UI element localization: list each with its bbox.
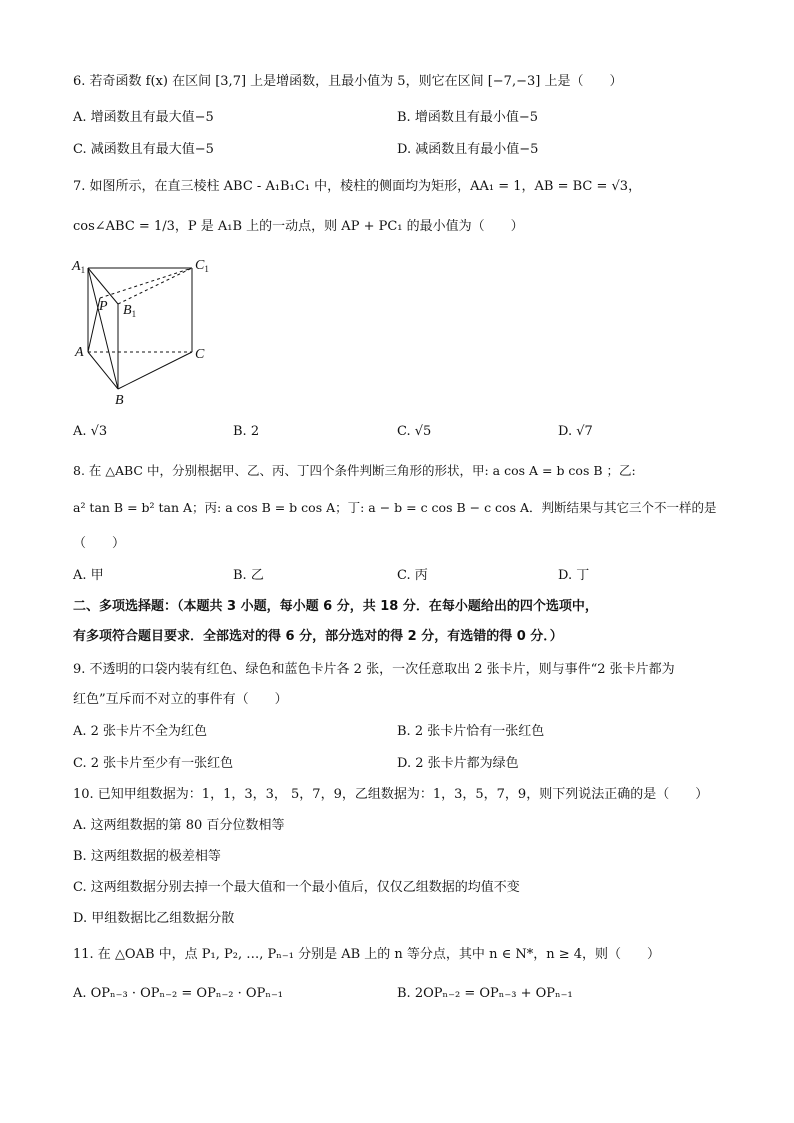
section2-heading-line1: 二、多项选择题：（本题共 3 小题，每小题 6 分，共 18 分．在每小题给出的四个选项中， (73, 599, 598, 614)
q7-option-c: C. √5 (397, 424, 432, 439)
q8-option-a: A. 甲 (73, 568, 104, 583)
q10-option-c: C. 这两组数据分别去掉一个最大值和一个最小值后，仅仅乙组数据的均值不变 (73, 880, 520, 895)
label-p: P (99, 299, 108, 314)
q7-stem-line1: 7. 如图所示，在直三棱柱 ABC - A₁B₁C₁ 中，棱柱的侧面均为矩形，AA₁ = 1，AB = BC = √3， (73, 179, 642, 194)
label-b1: $B_1$ (123, 303, 137, 319)
q8-stem-line1: 8. 在 △ABC 中，分别根据甲、乙、丙、丁四个条件判断三角形的形状，甲: a cos A = b cos B ；乙: (73, 463, 636, 478)
q8-option-b: B. 乙 (233, 568, 264, 583)
section2-heading-line2: 有多项符合题目要求．全部选对的得 6 分，部分选对的得 2 分，有选错的得 0 分．） (73, 629, 563, 644)
label-a1: $A_1$ (72, 259, 86, 275)
q9-stem-line2: 红色”互斥而不对立的事件有（ ） (73, 692, 288, 707)
q6-stem: 6. 若奇函数 f(x) 在区间 [3,7] 上是增函数，且最小值为 5，则它在区间 [−7,−3] 上是（ ） (73, 74, 623, 89)
q6-option-a: A. 增函数且有最大值−5 (73, 110, 214, 125)
q7-option-a: A. √3 (73, 424, 108, 439)
q11-option-b: B. 2OPₙ₋₂ = OPₙ₋₃ + OPₙ₋₁ (397, 986, 573, 1001)
prism-diagram (72, 256, 217, 408)
label-c1: $C_1$ (195, 258, 209, 274)
q6-option-b: B. 增函数且有最小值−5 (397, 110, 538, 125)
q10-option-d: D. 甲组数据比乙组数据分散 (73, 911, 235, 926)
q8-option-d: D. 丁 (558, 568, 590, 583)
q8-stem-line2: a² tan B = b² tan A；丙: a cos B = b cos A；丁: a − b = c cos B − c cos A．判断结果与其它三个不一样的是 (73, 500, 717, 515)
q9-option-c: C. 2 张卡片至少有一张红色 (73, 756, 234, 771)
q10-option-a: A. 这两组数据的第 80 百分位数相等 (73, 818, 285, 833)
edge-bc (118, 352, 192, 389)
q7-stem-line2: cos∠ABC = 1/3，P 是 A₁B 上的一动点，则 AP + PC₁ 的最小值为（ ） (73, 219, 524, 234)
q9-option-b: B. 2 张卡片恰有一张红色 (397, 724, 545, 739)
q11-stem: 11. 在 △OAB 中，点 P₁, P₂, …, Pₙ₋₁ 分别是 AB 上的 n 等分点，其中 n ∈ N*，n ≥ 4，则（ ） (73, 947, 660, 962)
q8-stem-line3: （ ） (73, 536, 126, 551)
q7-option-b: B. 2 (233, 424, 260, 439)
q7-option-d: D. √7 (558, 424, 593, 439)
label-b: B (115, 393, 124, 408)
q8-option-c: C. 丙 (397, 568, 428, 583)
q6-option-c: C. 减函数且有最大值−5 (73, 142, 214, 157)
q7-prism-figure (72, 256, 217, 408)
label-c: C (195, 347, 205, 362)
q9-option-d: D. 2 张卡片都为绿色 (397, 756, 519, 771)
edge-b1c1-dashed (118, 268, 192, 304)
q6-option-d: D. 减函数且有最小值−5 (397, 142, 539, 157)
q10-stem: 10. 已知甲组数据为：1，1，3，3， 5，7，9，乙组数据为：1，3，5，7，9，则下列说法正确的是（ ） (73, 787, 709, 802)
q9-stem-line1: 9. 不透明的口袋内装有红色、绿色和蓝色卡片各 2 张，一次任意取出 2 张卡片，则与事件“2 张卡片都为 (73, 662, 675, 677)
q10-option-b: B. 这两组数据的极差相等 (73, 849, 221, 864)
q11-option-a: A. OPₙ₋₃ · OPₙ₋₂ = OPₙ₋₂ · OPₙ₋₁ (73, 986, 284, 1001)
segment-pc1-dashed (100, 268, 192, 298)
label-a: A (75, 345, 84, 360)
q9-option-a: A. 2 张卡片不全为红色 (73, 724, 208, 739)
